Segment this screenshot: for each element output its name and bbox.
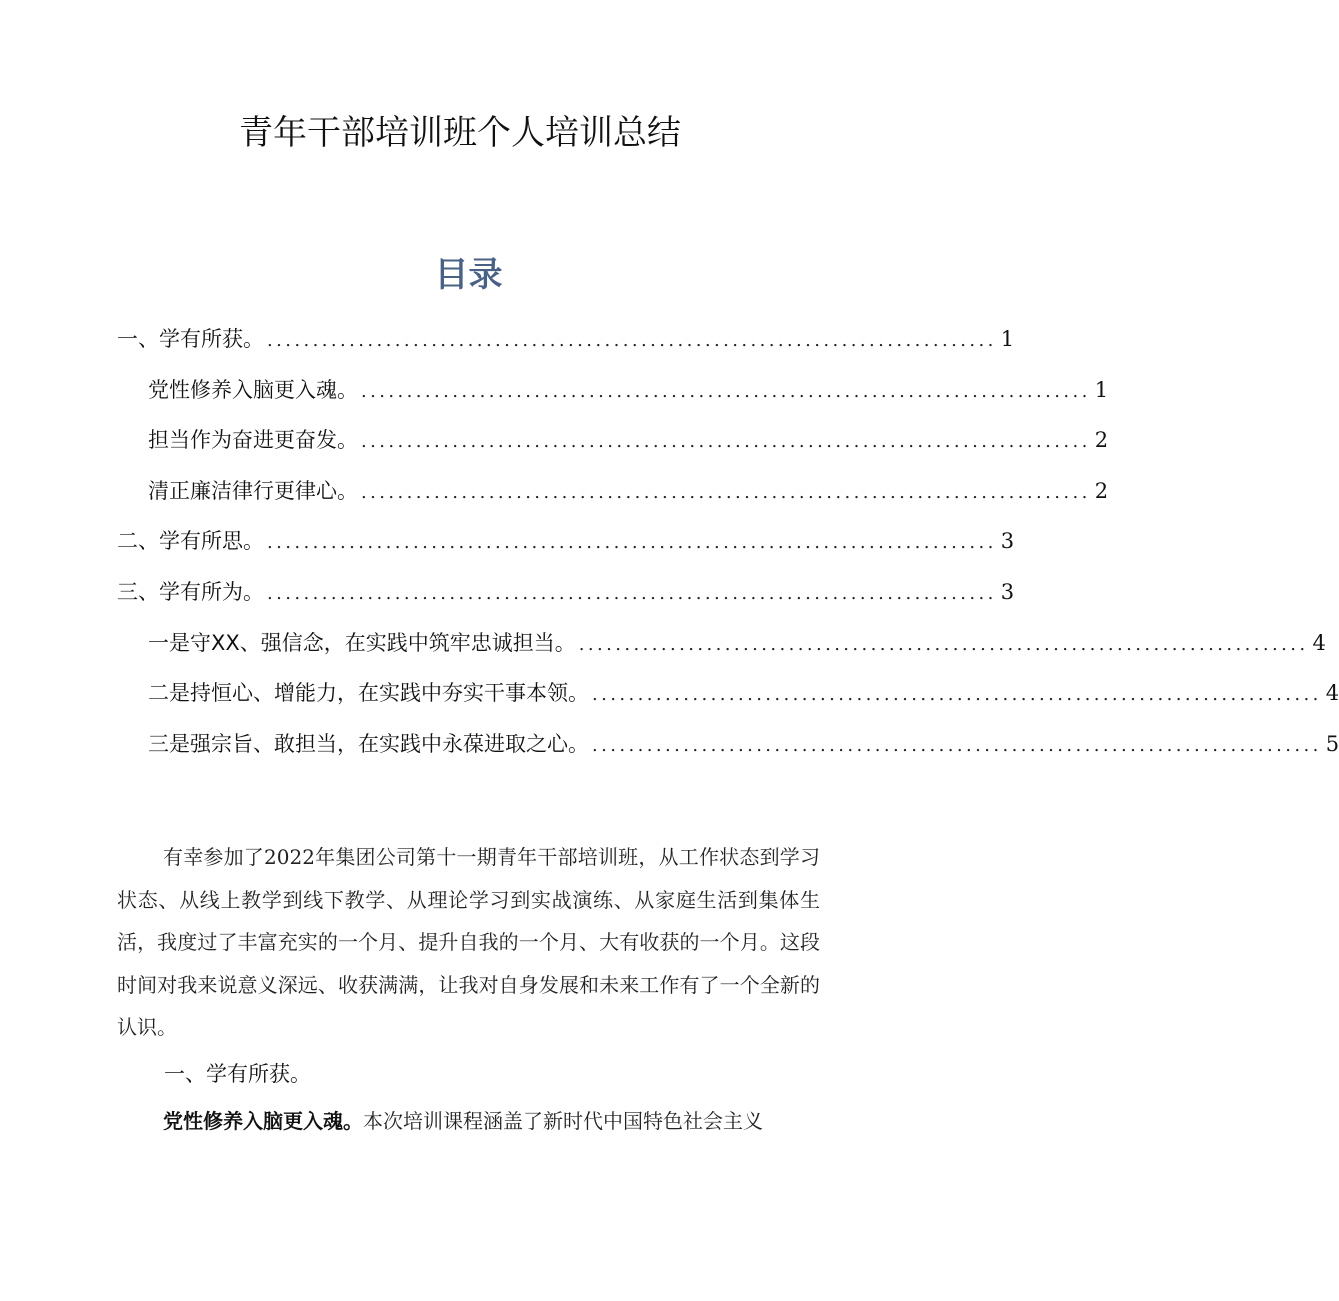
toc-page-number: 4 [1325, 681, 1339, 706]
toc-item[interactable] [117, 516, 1015, 567]
toc-item[interactable] [117, 415, 1109, 466]
toc-page-number: 2 [1094, 428, 1109, 453]
toc-item-text: 一、学有所获。 [117, 327, 264, 351]
subsection-lead: 党性修养入脑更入魂。 [163, 1109, 363, 1133]
table-of-contents [117, 314, 1339, 769]
document-title: 青年干部培训班个人培训总结 [239, 113, 681, 153]
toc-page-number: 3 [1000, 579, 1015, 604]
toc-page-number: 3 [1000, 529, 1015, 554]
toc-item[interactable] [117, 567, 1015, 618]
toc-item-text: 三、学有所为。 [117, 579, 264, 604]
subsection-text: 本次培训课程涵盖了新时代中国特色社会主义 [363, 1109, 763, 1133]
toc-item[interactable] [117, 618, 1326, 669]
toc-item[interactable] [117, 314, 1015, 365]
toc-page-number: 4 [1312, 630, 1326, 655]
intro-paragraph: 有幸参加了2022年集团公司第十一期青年干部培训班，从工作状态到学习状态、从线上教学到线下教学、从理论学习到实战演练、从家庭生活到集体生活，我度过了丰富充实的一个月、提升自我的一个月、大有收获的一个月。这段时间对我来说意义深远、收获满满，让我对自身发展和未来工作有了一个全新的认识。 [117, 845, 820, 1039]
toc-leader-dots: ................................................................................ [361, 431, 1091, 453]
toc-item[interactable] [117, 365, 1109, 416]
section-heading: 一、学有所获。 [164, 1062, 311, 1086]
toc-item[interactable] [117, 466, 1109, 517]
toc-item[interactable] [117, 719, 1339, 770]
subsection-paragraph [117, 1100, 820, 1143]
toc-item-text: 担当作为奋进更奋发。 [148, 428, 358, 453]
toc-item-text: 清正廉洁律行更律心。 [148, 478, 358, 503]
toc-leader-dots: ................................................................................ [267, 532, 997, 554]
toc-heading: 目录 [434, 255, 503, 295]
toc-leader-dots: ................................................................................ [267, 582, 997, 604]
toc-item-text: 二、学有所思。 [117, 529, 264, 554]
toc-leader-dots: ................................................................................ [361, 380, 1091, 402]
toc-leader-dots: ................................................................................ [592, 734, 1322, 756]
toc-item-text: 二是持恒心、增能力，在实践中夯实干事本领。 [148, 681, 589, 706]
toc-leader-dots: ................................................................................ [578, 633, 1309, 655]
toc-page-number: 2 [1094, 478, 1109, 503]
toc-item[interactable] [117, 668, 1339, 719]
toc-item-text: 一是守XX、强信念，在实践中筑牢忠诚担当。 [148, 630, 576, 655]
toc-leader-dots: ................................................................................ [592, 684, 1322, 706]
toc-item-text: 三是强宗旨、敢担当，在实践中永葆进取之心。 [148, 731, 589, 756]
toc-leader-dots: ................................................................................ [267, 330, 997, 351]
toc-page-number: 1 [1094, 377, 1109, 402]
toc-page-number: 1 [1000, 327, 1015, 351]
toc-page-number: 5 [1325, 731, 1339, 756]
toc-leader-dots: ................................................................................ [361, 481, 1091, 503]
toc-item-text: 党性修养入脑更入魂。 [148, 377, 358, 402]
